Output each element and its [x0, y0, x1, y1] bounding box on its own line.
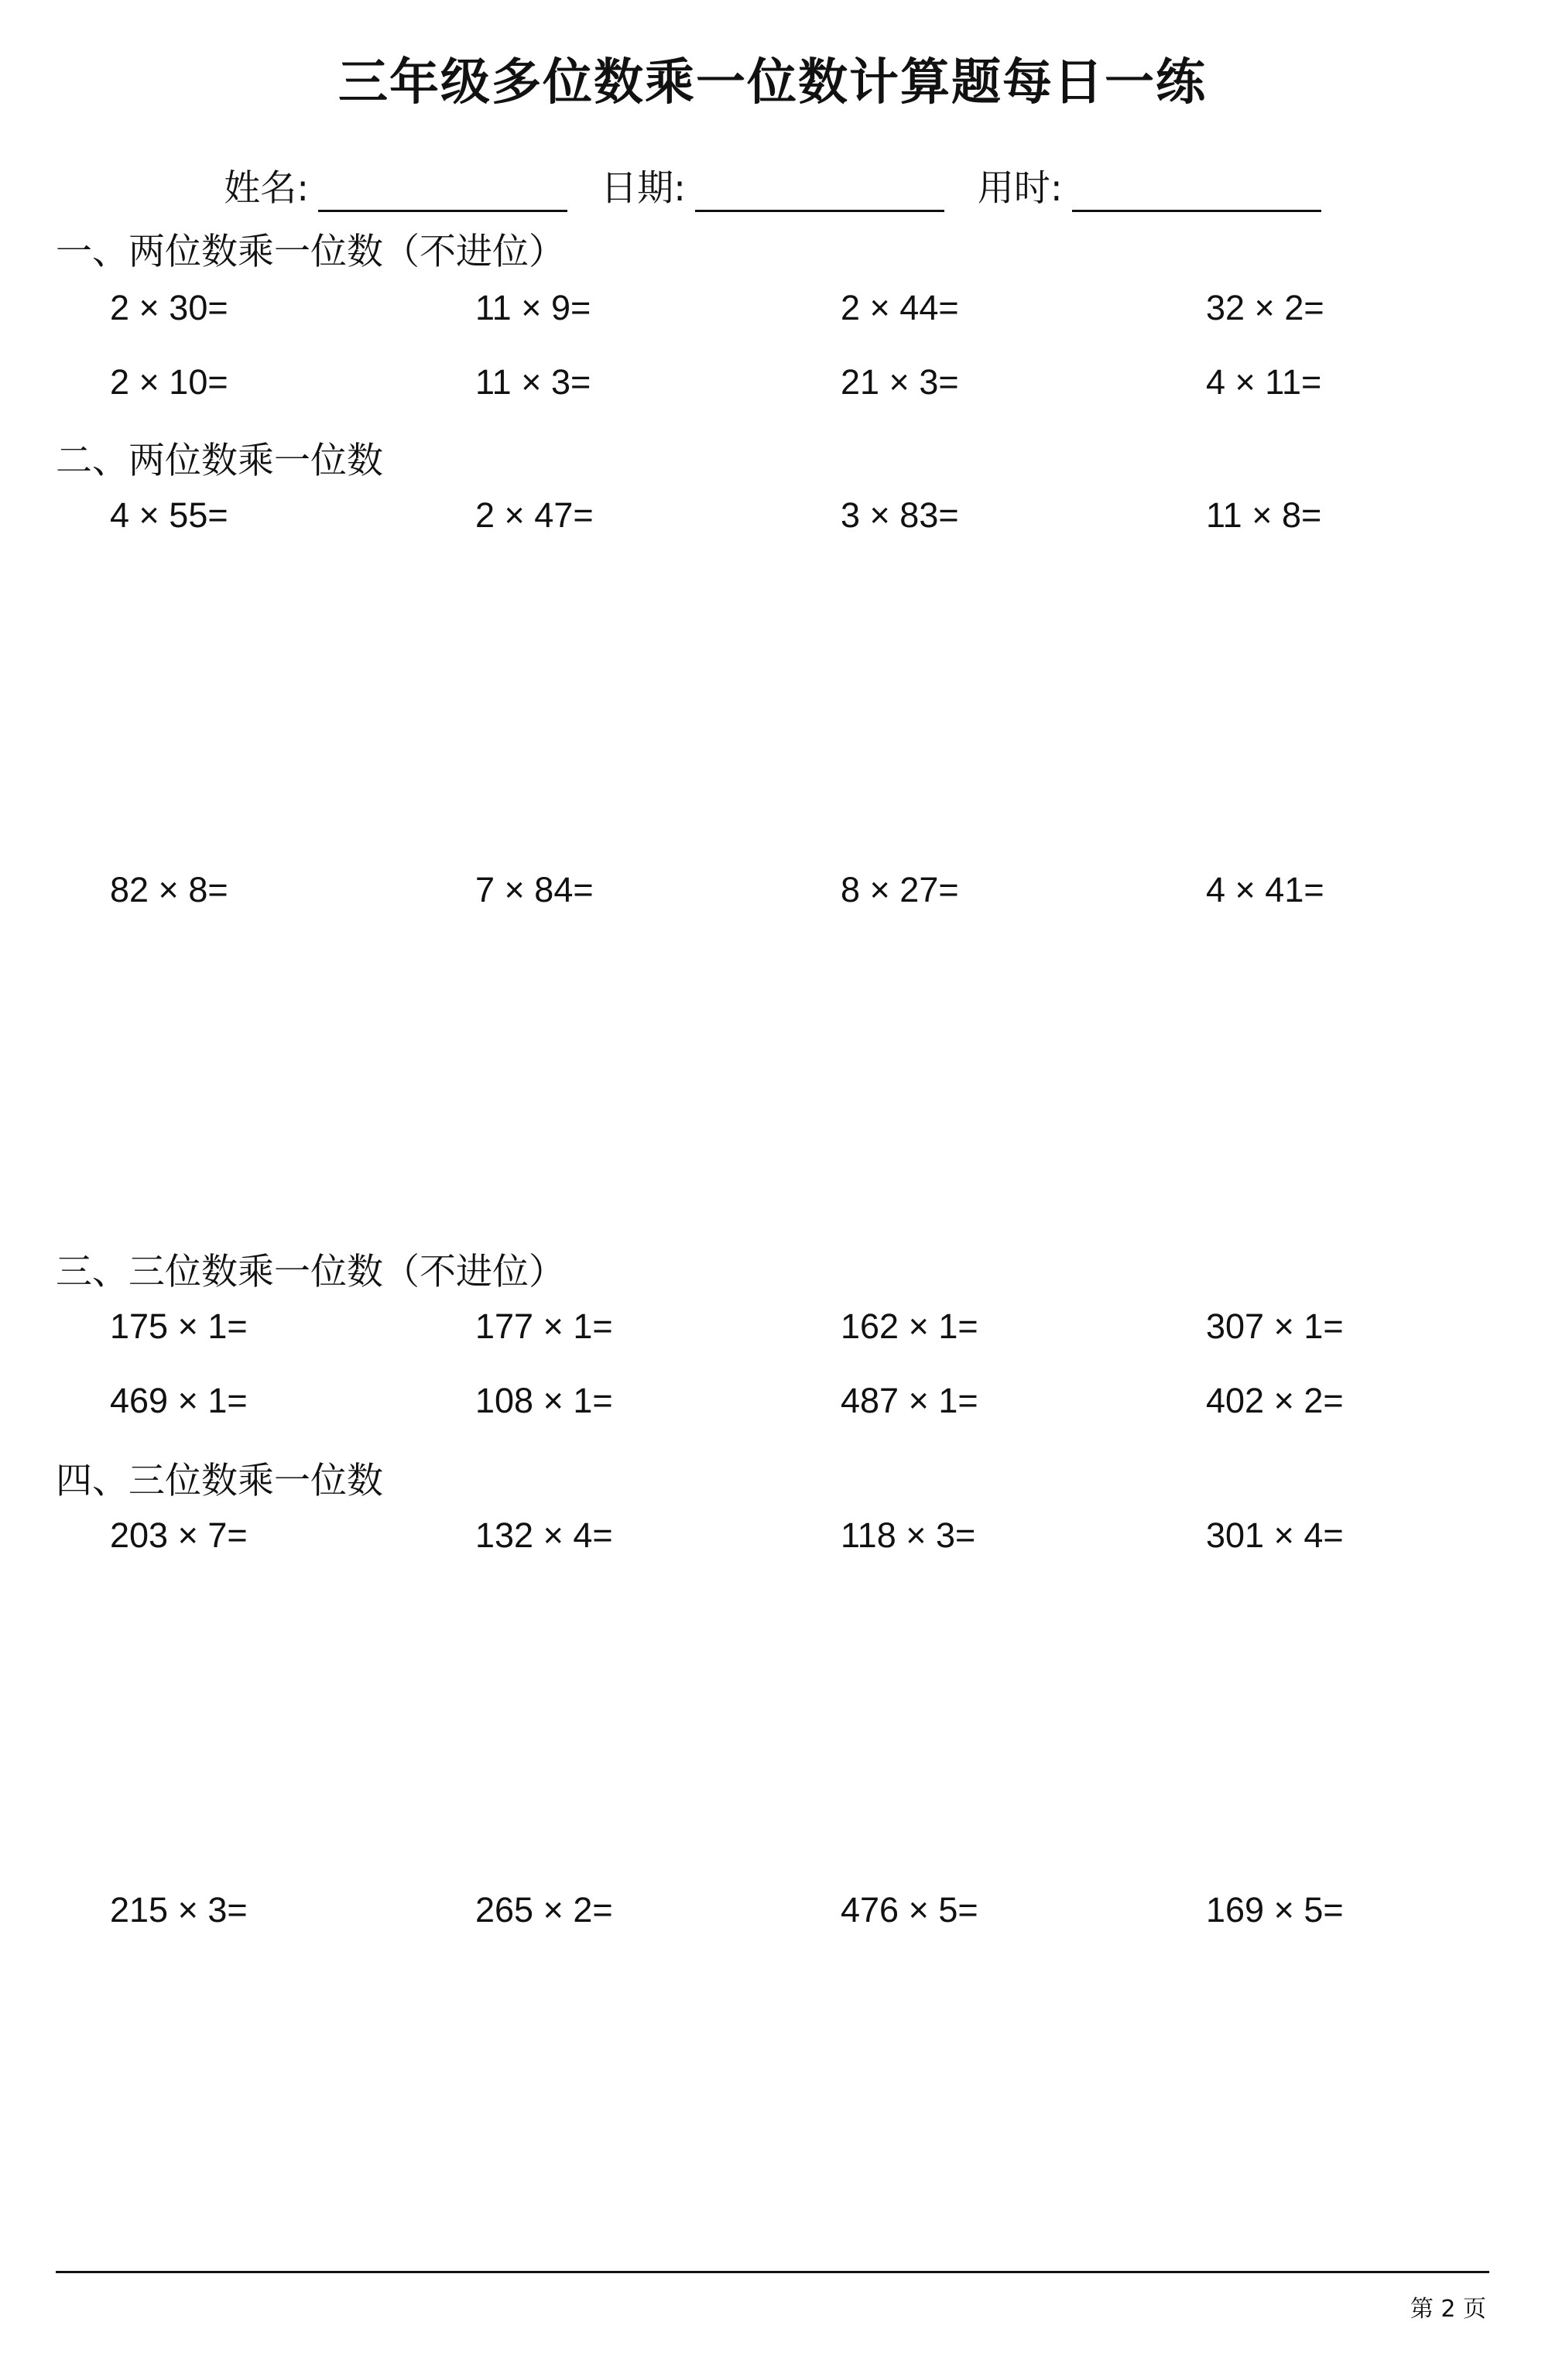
problem: 169 × 5=: [1206, 1890, 1344, 1930]
section-title: 三、三位数乘一位数（不进位）: [56, 1251, 565, 1293]
problem-row: [0, 867, 1545, 913]
problem: 8 × 27=: [841, 870, 959, 909]
problem: 7 × 84=: [475, 870, 594, 909]
problem: 203 × 7=: [110, 1515, 248, 1555]
name-blank[interactable]: [318, 176, 567, 212]
problem: 162 × 1=: [841, 1306, 978, 1346]
problem: 487 × 1=: [841, 1381, 978, 1420]
problem: 402 × 2=: [1206, 1381, 1344, 1420]
date-label: 日期:: [601, 167, 686, 210]
problem: 301 × 4=: [1206, 1515, 1344, 1555]
problem-row: [0, 1378, 1545, 1424]
time-label: 用时:: [977, 167, 1063, 210]
problem: 132 × 4=: [475, 1515, 613, 1555]
problem: 2 × 47=: [475, 495, 594, 535]
section-title: 二、两位数乘一位数: [56, 440, 383, 482]
problem: 4 × 11=: [1206, 362, 1322, 402]
problem: 307 × 1=: [1206, 1306, 1344, 1346]
problem: 175 × 1=: [110, 1306, 248, 1346]
date-blank[interactable]: [695, 176, 944, 212]
problem: 476 × 5=: [841, 1890, 978, 1930]
problem: 2 × 30=: [110, 288, 228, 327]
problem: 32 × 2=: [1206, 288, 1324, 327]
problem: 11 × 8=: [1206, 495, 1322, 535]
footer-divider: [56, 2271, 1489, 2273]
problem: 469 × 1=: [110, 1381, 248, 1420]
problem: 215 × 3=: [110, 1890, 248, 1930]
time-field: [978, 166, 1321, 212]
student-info-line: [0, 166, 1545, 212]
problem-row: [0, 1887, 1545, 1933]
problem: 2 × 44=: [841, 288, 959, 327]
section-title: 一、两位数乘一位数（不进位）: [56, 231, 565, 273]
problem: 118 × 3=: [841, 1515, 976, 1555]
problem-row: [0, 285, 1545, 331]
problem-row: [0, 492, 1545, 539]
problem: 3 × 83=: [841, 495, 959, 535]
problem: 82 × 8=: [110, 870, 228, 909]
page-title: 三年级多位数乘一位数计算题每日一练: [338, 54, 1207, 111]
problem: 265 × 2=: [475, 1890, 613, 1930]
problem: 21 × 3=: [841, 362, 959, 402]
problem: 177 × 1=: [475, 1306, 613, 1346]
problem: 11 × 9=: [475, 288, 591, 327]
problem: 11 × 3=: [475, 362, 591, 402]
time-blank[interactable]: [1072, 176, 1321, 212]
problem: 4 × 41=: [1206, 870, 1324, 909]
name-label: 姓名:: [224, 167, 310, 210]
problem: 108 × 1=: [475, 1381, 613, 1420]
problem: 4 × 55=: [110, 495, 228, 535]
problem-row: [0, 1303, 1545, 1350]
problem: 2 × 10=: [110, 362, 228, 402]
date-field: [601, 166, 944, 212]
problem-row: [0, 359, 1545, 406]
section-title: 四、三位数乘一位数: [56, 1460, 383, 1502]
name-field: [224, 166, 567, 212]
page-number: 第 2 页: [1410, 2296, 1486, 2323]
problem-row: [0, 1512, 1545, 1559]
